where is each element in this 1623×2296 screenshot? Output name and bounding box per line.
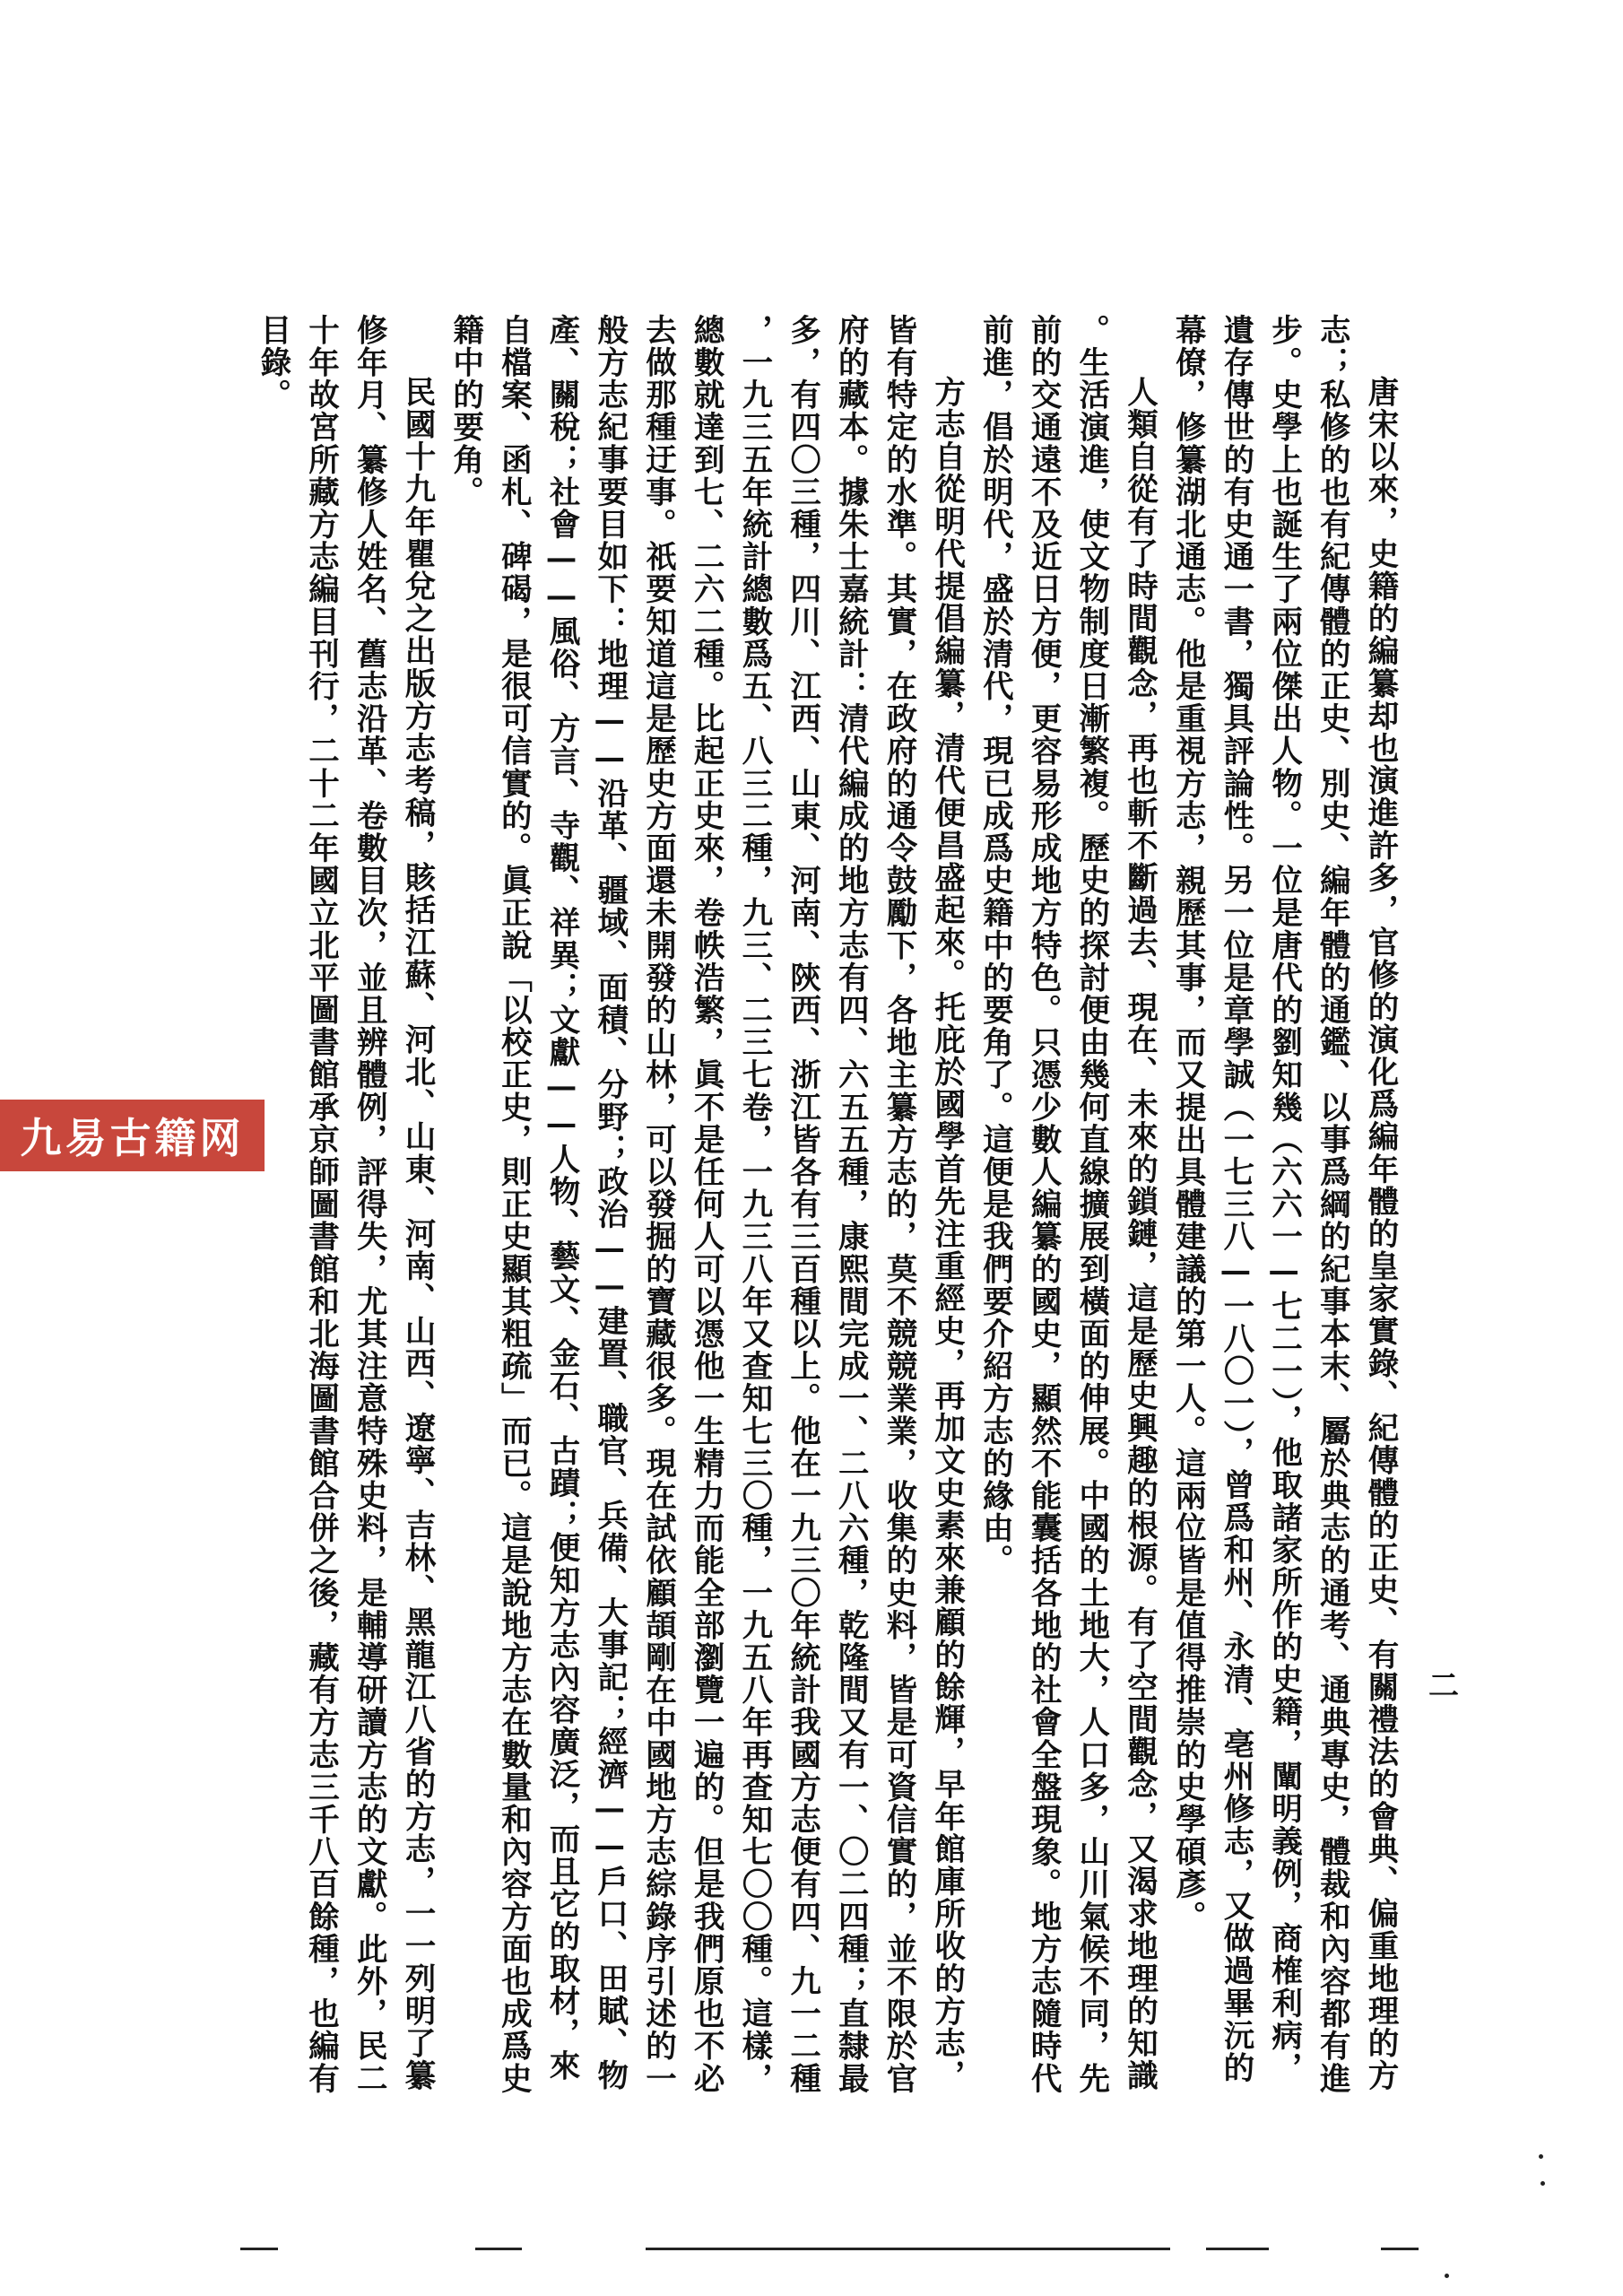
bottom-rule — [1206, 2248, 1269, 2250]
paragraph-time-space-concepts: 人類自從有了時間觀念，再也斬不斷過去、現在、未來的鎖鏈，這是歷史興趣的根源。有了空間觀念，又渴求地理的知識。生活演進，使文物制度日漸繁複。歷史的探討便由幾何直線擴展到橫面的伸展。中國的土地大，人口多，山川氣候不同，先前的交通遠不及近日方便，更容易形成地方特色。只憑少數人編纂的國史，顯然不能囊括各地的社會全盤現象。地方志隨時代前進，倡於明代，盛於清代，現已成爲史籍中的要角了。這便是我們要介紹方志的緣由。 — [976, 314, 1158, 2095]
watermark-stamp: 九易古籍网 — [0, 1100, 265, 1171]
paragraph-qing-gazetteers: 方志自從明代提倡編纂，清代便昌盛起來。托庇於國學首先注重經史，再加文史素來兼顧的餘輝，早年館庫所收的方志，皆有特定的水準。其實，在政府的通令鼓勵下，各地主纂方志的，莫不競競業業，收集的史料，皆是可資信實的，並不限於官府的藏本。據朱士嘉統計：清代編成的地方志有四、六五五種，康熙間完成一、二八六種，乾隆間又有一、〇二四種；直隸最多，有四〇三種，四川、江西、山東、河南、陝西、浙江皆各有三百種以上。他在一九三〇年統計我國方志便有四、九一二種，一九三五年統計總數爲五、八三二種，九三、二三七卷，一九三八年又查知七三〇種，一九五八年再查知七〇〇種。這樣，總數就達到七、二六二種。比起正史來，卷帙浩繁，眞不是任何人可以憑他一生精力而能全部瀏覽一遍的。但是我們原也不必去做那種迂事。祇要知道這是歷史方面還未開發的山林，可以發掘的寶藏很多。現在試依顧頡剛在中國地方志綜錄序引述的一般方志紀事要目如下：地理——沿革、疆域、面積、分野；政治——建置、職官、兵備、大事記；經濟——戶口、田賦、物產、關稅；社會——風俗、方言、寺觀、祥異；文獻——人物、藝文、金石、古蹟；便知方志內容廣泛，而且它的取材，來自檔案、函札、碑碣，是很可信實的。眞正說「以校正史，則正史顯其粗疏」而已。這是說地方志在數量和內容方面也成爲史籍中的要角。 — [447, 314, 965, 2095]
bottom-rule — [240, 2248, 278, 2250]
scan-speck — [1539, 2154, 1543, 2159]
page-number: 二 — [1428, 1668, 1459, 1704]
bottom-rule — [646, 2248, 1170, 2250]
bottom-rule — [475, 2248, 522, 2250]
bottom-rule — [1381, 2248, 1419, 2250]
body-text — [211, 314, 1403, 2108]
paragraph-republic-catalogues: 民國十九年瞿兌之出版方志考稿，賅括江蘇、河北、山東、河南、山西、遼寧、吉林、黑龍江八省的方志，一一列明了纂修年月、纂修人姓名、舊志沿革、卷數目次，並且辨體例，評得失，尤其注意特殊史料，是輔導研讀方志的文獻。此外，民二十年故宮所藏方志編目刊行，二十二年國立北平圖書館承京師圖書館和北海圖書館合併之後，藏有方志三千八百餘種，也編有目錄。 — [254, 314, 435, 2095]
paragraph-tang-song-historiography: 唐宋以來，史籍的編纂却也演進許多，官修的演化爲編年體的皇家實錄、紀傳體的正史、有關禮法的會典、偏重地理的方志；私修的也有紀傳體的正史、別史、編年體的通鑑、以事爲綱的紀事本末、屬於典志的通考、通典專史，體裁和內容都有進步。史學上也誕生了兩位傑出人物。一位是唐代的劉知幾（六六一—七二一），他取諸家所作的史籍，闡明義例，商榷利病，遺存傳世的有史通一書，獨具評論性。另一位是章學誠（一七三八—一八〇一），曾爲和州、永清、亳州修志，又做過畢沅的幕僚，修纂湖北通志。他是重視方志，親歷其事，而又提出具體建議的第一人。這兩位皆是值得推崇的史學碩彥。 — [1169, 314, 1398, 2095]
scan-speck — [1445, 2274, 1449, 2278]
scan-speck — [1541, 2181, 1545, 2186]
